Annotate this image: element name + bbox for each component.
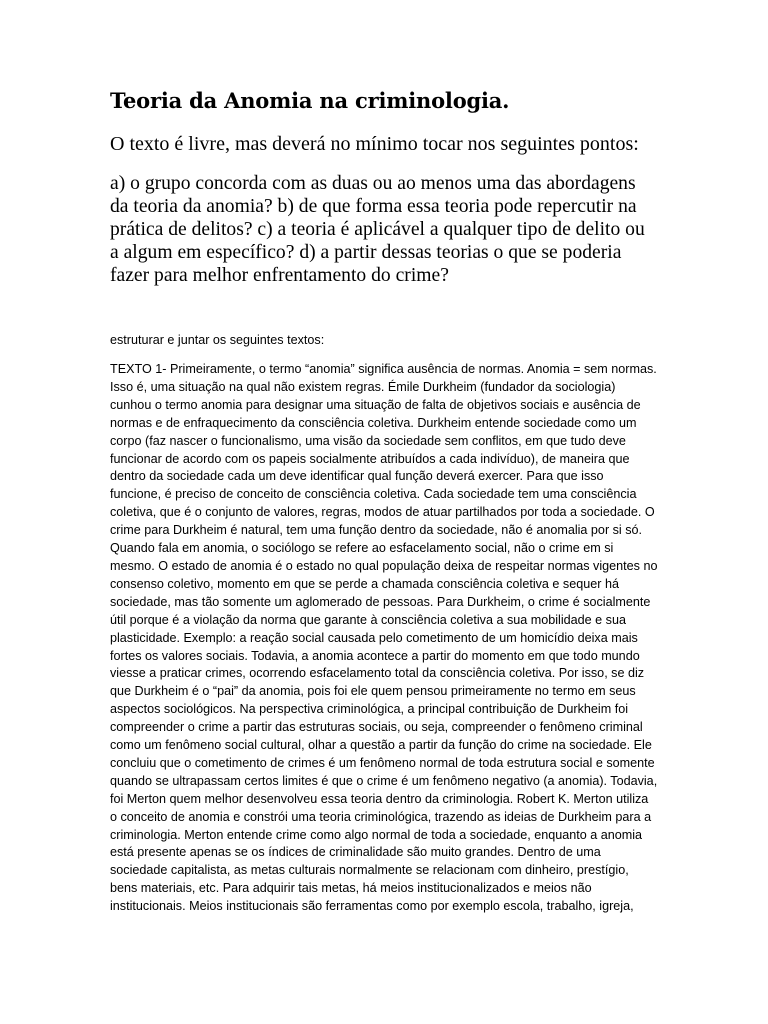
intro-paragraph: O texto é livre, mas deverá no mínimo tocar nos seguintes pontos: [110, 133, 639, 155]
body-text-paragraph: TEXTO 1- Primeiramente, o termo “anomia” significa ausência de normas. Anomia = sem normas. Isso é, uma situação na qual não existem regras. Émile Durkheim (fundador da sociologia) cunhou o termo anomia para designar uma situação de falta de objetivos sociais e ausência de normas e de enfraquecimento da consciência coletiva. Durkheim entende sociedade como um corpo (faz nascer o funcionalismo, uma visão da sociedade sem conflitos, em que tudo deve funcionar de acordo com os papeis socialmente atribuídos a cada indivíduo), de maneira que dentro da sociedade cada um deve identificar qual função deverá exercer. Para que isso funcione, é preciso de conceito de consciência coletiva. Cada sociedade tem uma consciência coletiva, que é o conjunto de valores, regras, modos de atuar partilhados por toda a sociedade. O crime para Durkheim é natural, tem uma função dentro da sociedade, não é anomalia por si só. Quando fala em anomia, o sociólogo se refere ao esfacelamento social, não o crime em si mesmo. O estado de anomia é o estado no qual população deixa de respeitar normas vigentes no consenso coletivo, momento em que se perde a chamada consciência coletiva e sequer há sociedade, mas tão somente um aglomerado de pessoas. Para Durkheim, o crime é socialmente útil porque é a violação da norma que garante à consciência coletiva a sua mobilidade e sua plasticidade. Exemplo: a reação social causada pelo cometimento de um homicídio deixa mais fortes os valores sociais. Todavia, a anomia acontece a partir do momento em que todo mundo viesse a praticar crimes, ocorrendo esfacelamento total da consciência coletiva. Por isso, se diz que Durkheim é o “pai” da anomia, pois foi ele quem pensou primeiramente no termo em seus aspectos sociológicos. Na perspectiva criminológica, a principal contribuição de Durkheim foi compreender o crime a partir das estruturas sociais, ou seja, compreender o fenômeno criminal como um fenômeno social cultural, olhar a questão a partir da função do crime na sociedade. Ele concluiu que o cometimento de crimes é um fenômeno normal de toda estrutura social e somente quando se ultrapassam certos limites é que o crime é um fenômeno negativo (a anomia). Todavia, foi Merton quem melhor desenvolveu essa teoria dentro da criminologia. Robert K. Merton utiliza o conceito de anomia e constrói uma teoria criminológica, trazendo as ideias de Durkheim para a criminologia. Merton entende crime como algo normal de toda a sociedade, enquanto a anomia está presente apenas se os índices de criminalidade são muito grandes. Dentro de uma sociedade capitalista, as metas culturais normalmente se relacionam com dinheiro, prestígio, bens materiais, etc. Para adquirir tais metas, há meios institucionalizados e meios não institucionais. Meios institucionais são ferramentas como por exemplo escola, trabalho, igreja, [110, 362, 658, 914]
instruction-line: estruturar e juntar os seguintes textos: [110, 333, 325, 347]
document-title: Teoria da Anomia na criminologia. [110, 88, 510, 113]
questions-paragraph: a) o grupo concorda com as duas ou ao menos uma das abordagens da teoria da anomia? b) de que forma essa teoria pode repercutir na prática de delitos? c) a teoria é aplicável a qualquer tipo de delito ou a algum em específico? d) a partir dessas teorias o que se poderia fazer para melhor enfrentamento do crime? [110, 173, 645, 286]
